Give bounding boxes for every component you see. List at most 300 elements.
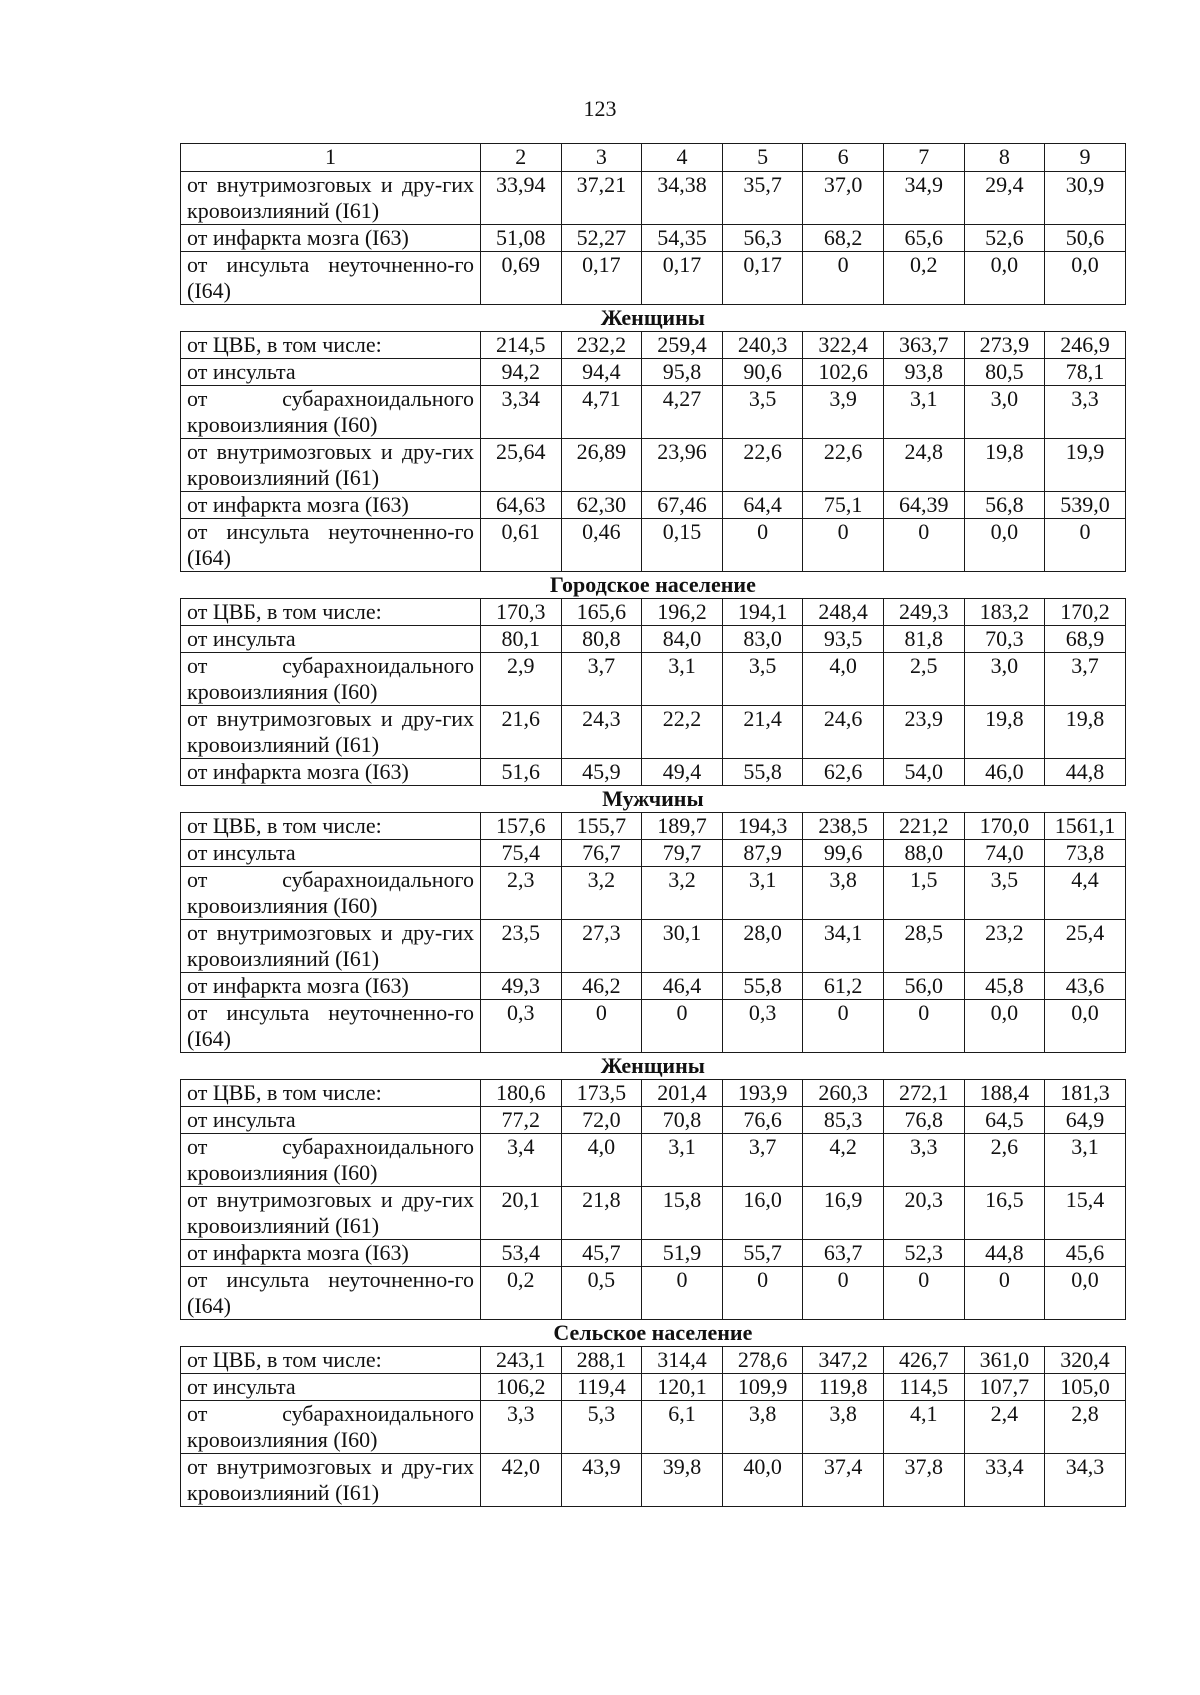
table-cell: 0,0 bbox=[964, 1000, 1045, 1053]
table-cell: 3,7 bbox=[561, 653, 642, 706]
table-cell: 272,1 bbox=[883, 1080, 964, 1107]
table-cell: 37,8 bbox=[883, 1454, 964, 1507]
table-cell: 180,6 bbox=[481, 1080, 562, 1107]
table-cell: 55,7 bbox=[722, 1240, 803, 1267]
table-cell: 52,3 bbox=[883, 1240, 964, 1267]
table-cell: 25,64 bbox=[481, 439, 562, 492]
table-cell: 40,0 bbox=[722, 1454, 803, 1507]
table-cell: 20,1 bbox=[481, 1187, 562, 1240]
table-cell: 26,89 bbox=[561, 439, 642, 492]
row-label: от внутримозговых и дру-гих кровоизлияний (I61) bbox=[181, 1187, 481, 1240]
table-cell: 3,7 bbox=[722, 1134, 803, 1187]
table-cell: 193,9 bbox=[722, 1080, 803, 1107]
column-header: 3 bbox=[561, 144, 642, 172]
table-cell: 85,3 bbox=[803, 1107, 884, 1134]
row-label: от инсульта неуточненно-го (I64) bbox=[181, 1000, 481, 1053]
table-cell: 28,0 bbox=[722, 920, 803, 973]
table-cell: 88,0 bbox=[883, 840, 964, 867]
table-cell: 87,9 bbox=[722, 840, 803, 867]
section-heading-row bbox=[181, 1320, 1126, 1347]
table-cell: 46,0 bbox=[964, 759, 1045, 786]
table-cell: 539,0 bbox=[1045, 492, 1126, 519]
table-cell: 119,4 bbox=[561, 1374, 642, 1401]
table-cell: 278,6 bbox=[722, 1347, 803, 1374]
table-cell: 3,4 bbox=[481, 1134, 562, 1187]
table-cell: 0,3 bbox=[722, 1000, 803, 1053]
table-cell: 34,3 bbox=[1045, 1454, 1126, 1507]
table-cell: 19,8 bbox=[964, 439, 1045, 492]
row-label: от инфаркта мозга (I63) bbox=[181, 492, 481, 519]
table-cell: 34,9 bbox=[883, 172, 964, 225]
table-cell: 2,6 bbox=[964, 1134, 1045, 1187]
table-cell: 43,9 bbox=[561, 1454, 642, 1507]
table-cell: 3,1 bbox=[642, 653, 723, 706]
table-row bbox=[181, 519, 1126, 572]
mortality-table bbox=[180, 143, 1126, 1507]
column-header-row bbox=[181, 144, 1126, 172]
row-label: от ЦВБ, в том числе: bbox=[181, 1080, 481, 1107]
table-row bbox=[181, 1000, 1126, 1053]
table-cell: 102,6 bbox=[803, 359, 884, 386]
table-cell: 43,6 bbox=[1045, 973, 1126, 1000]
table-cell: 181,3 bbox=[1045, 1080, 1126, 1107]
table-cell: 3,5 bbox=[964, 867, 1045, 920]
table-cell: 93,8 bbox=[883, 359, 964, 386]
table-cell: 106,2 bbox=[481, 1374, 562, 1401]
table-cell: 56,3 bbox=[722, 225, 803, 252]
table-cell: 54,35 bbox=[642, 225, 723, 252]
section-heading: Женщины bbox=[181, 1053, 1126, 1080]
table-cell: 64,9 bbox=[1045, 1107, 1126, 1134]
table-cell: 232,2 bbox=[561, 332, 642, 359]
table-cell: 0 bbox=[803, 519, 884, 572]
table-cell: 0,2 bbox=[883, 252, 964, 305]
column-header: 6 bbox=[803, 144, 884, 172]
row-label: от внутримозговых и дру-гих кровоизлияний (I61) bbox=[181, 920, 481, 973]
table-cell: 30,1 bbox=[642, 920, 723, 973]
section-heading-row bbox=[181, 1053, 1126, 1080]
table-cell: 3,0 bbox=[964, 386, 1045, 439]
table-cell: 22,6 bbox=[722, 439, 803, 492]
table-cell: 33,4 bbox=[964, 1454, 1045, 1507]
table-cell: 29,4 bbox=[964, 172, 1045, 225]
table-row bbox=[181, 813, 1126, 840]
table-cell: 99,6 bbox=[803, 840, 884, 867]
table-cell: 53,4 bbox=[481, 1240, 562, 1267]
table-row bbox=[181, 332, 1126, 359]
table-cell: 35,7 bbox=[722, 172, 803, 225]
table-cell: 56,0 bbox=[883, 973, 964, 1000]
row-label: от ЦВБ, в том числе: bbox=[181, 813, 481, 840]
table-cell: 0 bbox=[561, 1000, 642, 1053]
page-number: 123 bbox=[583, 96, 617, 121]
table-row bbox=[181, 492, 1126, 519]
table-cell: 52,6 bbox=[964, 225, 1045, 252]
table-cell: 194,3 bbox=[722, 813, 803, 840]
table-cell: 45,7 bbox=[561, 1240, 642, 1267]
column-header: 8 bbox=[964, 144, 1045, 172]
column-header: 2 bbox=[481, 144, 562, 172]
table-cell: 114,5 bbox=[883, 1374, 964, 1401]
table-cell: 64,4 bbox=[722, 492, 803, 519]
row-label: от внутримозговых и дру-гих кровоизлияний (I61) bbox=[181, 706, 481, 759]
table-cell: 3,1 bbox=[1045, 1134, 1126, 1187]
row-label: от инфаркта мозга (I63) bbox=[181, 225, 481, 252]
table-cell: 42,0 bbox=[481, 1454, 562, 1507]
table-cell: 16,9 bbox=[803, 1187, 884, 1240]
table-row bbox=[181, 1080, 1126, 1107]
table-cell: 22,6 bbox=[803, 439, 884, 492]
table-cell: 173,5 bbox=[561, 1080, 642, 1107]
row-label: от инсульта bbox=[181, 626, 481, 653]
table-cell: 105,0 bbox=[1045, 1374, 1126, 1401]
table-row bbox=[181, 1134, 1126, 1187]
table-cell: 77,2 bbox=[481, 1107, 562, 1134]
section-heading-row bbox=[181, 572, 1126, 599]
row-label: от инфаркта мозга (I63) bbox=[181, 973, 481, 1000]
table-row bbox=[181, 706, 1126, 759]
table-cell: 165,6 bbox=[561, 599, 642, 626]
table-body bbox=[181, 144, 1126, 1507]
table-cell: 61,2 bbox=[803, 973, 884, 1000]
row-label: от инсульта bbox=[181, 1374, 481, 1401]
row-label: от инсульта bbox=[181, 1107, 481, 1134]
table-cell: 0,0 bbox=[964, 252, 1045, 305]
table-row bbox=[181, 840, 1126, 867]
table-row bbox=[181, 626, 1126, 653]
table-cell: 55,8 bbox=[722, 973, 803, 1000]
section-heading: Городское население bbox=[181, 572, 1126, 599]
row-label: от ЦВБ, в том числе: bbox=[181, 599, 481, 626]
table-cell: 15,4 bbox=[1045, 1187, 1126, 1240]
table-cell: 0 bbox=[722, 519, 803, 572]
table-cell: 426,7 bbox=[883, 1347, 964, 1374]
table-cell: 19,9 bbox=[1045, 439, 1126, 492]
table-cell: 46,4 bbox=[642, 973, 723, 1000]
table-cell: 4,71 bbox=[561, 386, 642, 439]
table-cell: 240,3 bbox=[722, 332, 803, 359]
table-cell: 2,3 bbox=[481, 867, 562, 920]
table-row bbox=[181, 1454, 1126, 1507]
table-cell: 76,7 bbox=[561, 840, 642, 867]
table-cell: 68,2 bbox=[803, 225, 884, 252]
column-header: 1 bbox=[181, 144, 481, 172]
table-row bbox=[181, 1374, 1126, 1401]
table-cell: 46,2 bbox=[561, 973, 642, 1000]
column-header: 7 bbox=[883, 144, 964, 172]
table-cell: 52,27 bbox=[561, 225, 642, 252]
table-row bbox=[181, 599, 1126, 626]
table-cell: 64,39 bbox=[883, 492, 964, 519]
row-label: от субарахноидального кровоизлияния (I60) bbox=[181, 386, 481, 439]
table-cell: 55,8 bbox=[722, 759, 803, 786]
table-row bbox=[181, 1107, 1126, 1134]
column-header: 4 bbox=[642, 144, 723, 172]
table-cell: 157,6 bbox=[481, 813, 562, 840]
row-label: от инфаркта мозга (I63) bbox=[181, 1240, 481, 1267]
table-cell: 0,0 bbox=[1045, 252, 1126, 305]
table-cell: 0,0 bbox=[1045, 1000, 1126, 1053]
table-cell: 70,3 bbox=[964, 626, 1045, 653]
table-cell: 259,4 bbox=[642, 332, 723, 359]
table-cell: 20,3 bbox=[883, 1187, 964, 1240]
row-label: от ЦВБ, в том числе: bbox=[181, 332, 481, 359]
table-cell: 221,2 bbox=[883, 813, 964, 840]
table-cell: 170,2 bbox=[1045, 599, 1126, 626]
table-cell: 4,4 bbox=[1045, 867, 1126, 920]
table-cell: 3,3 bbox=[1045, 386, 1126, 439]
table-cell: 51,9 bbox=[642, 1240, 723, 1267]
table-cell: 39,8 bbox=[642, 1454, 723, 1507]
table-cell: 0,2 bbox=[481, 1267, 562, 1320]
table-cell: 95,8 bbox=[642, 359, 723, 386]
table-cell: 44,8 bbox=[1045, 759, 1126, 786]
table-cell: 0,17 bbox=[722, 252, 803, 305]
table-cell: 260,3 bbox=[803, 1080, 884, 1107]
table-row bbox=[181, 973, 1126, 1000]
table-row bbox=[181, 172, 1126, 225]
table-row bbox=[181, 759, 1126, 786]
table-cell: 3,34 bbox=[481, 386, 562, 439]
table-cell: 0 bbox=[803, 1267, 884, 1320]
row-label: от инсульта неуточненно-го (I64) bbox=[181, 519, 481, 572]
table-cell: 0,3 bbox=[481, 1000, 562, 1053]
table-cell: 347,2 bbox=[803, 1347, 884, 1374]
table-cell: 90,6 bbox=[722, 359, 803, 386]
table-cell: 109,9 bbox=[722, 1374, 803, 1401]
row-label: от инсульта bbox=[181, 359, 481, 386]
table-cell: 24,3 bbox=[561, 706, 642, 759]
table-cell: 107,7 bbox=[964, 1374, 1045, 1401]
table-cell: 2,8 bbox=[1045, 1401, 1126, 1454]
table-cell: 3,5 bbox=[722, 386, 803, 439]
table-cell: 0,0 bbox=[964, 519, 1045, 572]
section-heading: Женщины bbox=[181, 305, 1126, 332]
table-cell: 23,5 bbox=[481, 920, 562, 973]
table-cell: 16,5 bbox=[964, 1187, 1045, 1240]
table-cell: 3,2 bbox=[561, 867, 642, 920]
table-cell: 0 bbox=[1045, 519, 1126, 572]
table-cell: 37,0 bbox=[803, 172, 884, 225]
table-cell: 2,5 bbox=[883, 653, 964, 706]
table-cell: 170,0 bbox=[964, 813, 1045, 840]
row-label: от субарахноидального кровоизлияния (I60) bbox=[181, 867, 481, 920]
table-cell: 3,1 bbox=[883, 386, 964, 439]
table-cell: 62,6 bbox=[803, 759, 884, 786]
table-cell: 73,8 bbox=[1045, 840, 1126, 867]
table-cell: 120,1 bbox=[642, 1374, 723, 1401]
table-cell: 361,0 bbox=[964, 1347, 1045, 1374]
table-cell: 5,3 bbox=[561, 1401, 642, 1454]
table-cell: 249,3 bbox=[883, 599, 964, 626]
table-cell: 194,1 bbox=[722, 599, 803, 626]
table-cell: 3,8 bbox=[803, 867, 884, 920]
row-label: от инсульта bbox=[181, 840, 481, 867]
table-cell: 3,3 bbox=[481, 1401, 562, 1454]
table-cell: 64,5 bbox=[964, 1107, 1045, 1134]
table-cell: 243,1 bbox=[481, 1347, 562, 1374]
table-cell: 320,4 bbox=[1045, 1347, 1126, 1374]
table-cell: 34,1 bbox=[803, 920, 884, 973]
section-heading-row bbox=[181, 305, 1126, 332]
table-cell: 78,1 bbox=[1045, 359, 1126, 386]
table-cell: 0 bbox=[883, 1267, 964, 1320]
table-cell: 94,2 bbox=[481, 359, 562, 386]
table-cell: 65,6 bbox=[883, 225, 964, 252]
table-cell: 0 bbox=[883, 1000, 964, 1053]
table-cell: 6,1 bbox=[642, 1401, 723, 1454]
table-row bbox=[181, 920, 1126, 973]
table-row bbox=[181, 867, 1126, 920]
table-cell: 80,5 bbox=[964, 359, 1045, 386]
table-cell: 37,4 bbox=[803, 1454, 884, 1507]
table-cell: 0,61 bbox=[481, 519, 562, 572]
table-cell: 70,8 bbox=[642, 1107, 723, 1134]
table-cell: 0 bbox=[964, 1267, 1045, 1320]
table-cell: 155,7 bbox=[561, 813, 642, 840]
table-cell: 0 bbox=[642, 1267, 723, 1320]
row-label: от субарахноидального кровоизлияния (I60) bbox=[181, 1134, 481, 1187]
section-heading-row bbox=[181, 786, 1126, 813]
table-cell: 51,08 bbox=[481, 225, 562, 252]
table-cell: 45,9 bbox=[561, 759, 642, 786]
table-row bbox=[181, 1347, 1126, 1374]
table-cell: 2,4 bbox=[964, 1401, 1045, 1454]
table-cell: 3,5 bbox=[722, 653, 803, 706]
table-cell: 64,63 bbox=[481, 492, 562, 519]
table-row bbox=[181, 439, 1126, 492]
table-cell: 188,4 bbox=[964, 1080, 1045, 1107]
table-cell: 248,4 bbox=[803, 599, 884, 626]
table-cell: 4,0 bbox=[561, 1134, 642, 1187]
table-cell: 19,8 bbox=[964, 706, 1045, 759]
table-cell: 76,8 bbox=[883, 1107, 964, 1134]
row-label: от внутримозговых и дру-гих кровоизлияний (I61) bbox=[181, 172, 481, 225]
table-cell: 63,7 bbox=[803, 1240, 884, 1267]
table-cell: 21,8 bbox=[561, 1187, 642, 1240]
table-cell: 25,4 bbox=[1045, 920, 1126, 973]
table-row bbox=[181, 1267, 1126, 1320]
table-cell: 93,5 bbox=[803, 626, 884, 653]
table-cell: 119,8 bbox=[803, 1374, 884, 1401]
table-cell: 23,9 bbox=[883, 706, 964, 759]
table-cell: 33,94 bbox=[481, 172, 562, 225]
table-cell: 0,15 bbox=[642, 519, 723, 572]
table-cell: 0,0 bbox=[1045, 1267, 1126, 1320]
table-row bbox=[181, 653, 1126, 706]
table-cell: 183,2 bbox=[964, 599, 1045, 626]
table-cell: 23,2 bbox=[964, 920, 1045, 973]
table-cell: 49,3 bbox=[481, 973, 562, 1000]
table-cell: 75,1 bbox=[803, 492, 884, 519]
table-cell: 273,9 bbox=[964, 332, 1045, 359]
table-cell: 54,0 bbox=[883, 759, 964, 786]
table-cell: 24,8 bbox=[883, 439, 964, 492]
table-cell: 0,17 bbox=[642, 252, 723, 305]
table-cell: 0 bbox=[722, 1267, 803, 1320]
table-cell: 75,4 bbox=[481, 840, 562, 867]
table-cell: 19,8 bbox=[1045, 706, 1126, 759]
table-cell: 51,6 bbox=[481, 759, 562, 786]
table-cell: 4,0 bbox=[803, 653, 884, 706]
table-row bbox=[181, 386, 1126, 439]
table-cell: 16,0 bbox=[722, 1187, 803, 1240]
row-label: от ЦВБ, в том числе: bbox=[181, 1347, 481, 1374]
table-cell: 45,6 bbox=[1045, 1240, 1126, 1267]
section-heading: Сельское население bbox=[181, 1320, 1126, 1347]
table-cell: 62,30 bbox=[561, 492, 642, 519]
table-cell: 94,4 bbox=[561, 359, 642, 386]
table-cell: 4,27 bbox=[642, 386, 723, 439]
table-cell: 34,38 bbox=[642, 172, 723, 225]
table-cell: 3,3 bbox=[883, 1134, 964, 1187]
row-label: от инсульта неуточненно-го (I64) bbox=[181, 1267, 481, 1320]
table-cell: 56,8 bbox=[964, 492, 1045, 519]
table-cell: 3,1 bbox=[642, 1134, 723, 1187]
table-row bbox=[181, 1401, 1126, 1454]
table-cell: 50,6 bbox=[1045, 225, 1126, 252]
table-cell: 0,69 bbox=[481, 252, 562, 305]
table-cell: 21,6 bbox=[481, 706, 562, 759]
table-cell: 1561,1 bbox=[1045, 813, 1126, 840]
table-cell: 201,4 bbox=[642, 1080, 723, 1107]
table-cell: 196,2 bbox=[642, 599, 723, 626]
table-cell: 2,9 bbox=[481, 653, 562, 706]
table-cell: 68,9 bbox=[1045, 626, 1126, 653]
table-cell: 4,1 bbox=[883, 1401, 964, 1454]
table-cell: 15,8 bbox=[642, 1187, 723, 1240]
table-cell: 45,8 bbox=[964, 973, 1045, 1000]
table-cell: 1,5 bbox=[883, 867, 964, 920]
table-cell: 49,4 bbox=[642, 759, 723, 786]
table-cell: 83,0 bbox=[722, 626, 803, 653]
table-cell: 0,5 bbox=[561, 1267, 642, 1320]
table-cell: 3,2 bbox=[642, 867, 723, 920]
table-cell: 28,5 bbox=[883, 920, 964, 973]
table-row bbox=[181, 1240, 1126, 1267]
row-label: от внутримозговых и дру-гих кровоизлияний (I61) bbox=[181, 439, 481, 492]
table-cell: 81,8 bbox=[883, 626, 964, 653]
table-cell: 22,2 bbox=[642, 706, 723, 759]
table-cell: 80,1 bbox=[481, 626, 562, 653]
row-label: от субарахноидального кровоизлияния (I60) bbox=[181, 1401, 481, 1454]
table-cell: 30,9 bbox=[1045, 172, 1126, 225]
table-cell: 0,17 bbox=[561, 252, 642, 305]
table-cell: 3,0 bbox=[964, 653, 1045, 706]
row-label: от инфаркта мозга (I63) bbox=[181, 759, 481, 786]
table-cell: 0 bbox=[883, 519, 964, 572]
table-cell: 21,4 bbox=[722, 706, 803, 759]
row-label: от субарахноидального кровоизлияния (I60) bbox=[181, 653, 481, 706]
table-cell: 3,7 bbox=[1045, 653, 1126, 706]
table-cell: 44,8 bbox=[964, 1240, 1045, 1267]
table-cell: 3,9 bbox=[803, 386, 884, 439]
table-cell: 238,5 bbox=[803, 813, 884, 840]
table-cell: 0 bbox=[642, 1000, 723, 1053]
table-row bbox=[181, 1187, 1126, 1240]
table-cell: 80,8 bbox=[561, 626, 642, 653]
table-row bbox=[181, 252, 1126, 305]
table-cell: 0 bbox=[803, 1000, 884, 1053]
section-heading: Мужчины bbox=[181, 786, 1126, 813]
table-cell: 79,7 bbox=[642, 840, 723, 867]
table-cell: 3,1 bbox=[722, 867, 803, 920]
table-cell: 214,5 bbox=[481, 332, 562, 359]
table-cell: 246,9 bbox=[1045, 332, 1126, 359]
table-cell: 27,3 bbox=[561, 920, 642, 973]
table-cell: 363,7 bbox=[883, 332, 964, 359]
table-cell: 72,0 bbox=[561, 1107, 642, 1134]
